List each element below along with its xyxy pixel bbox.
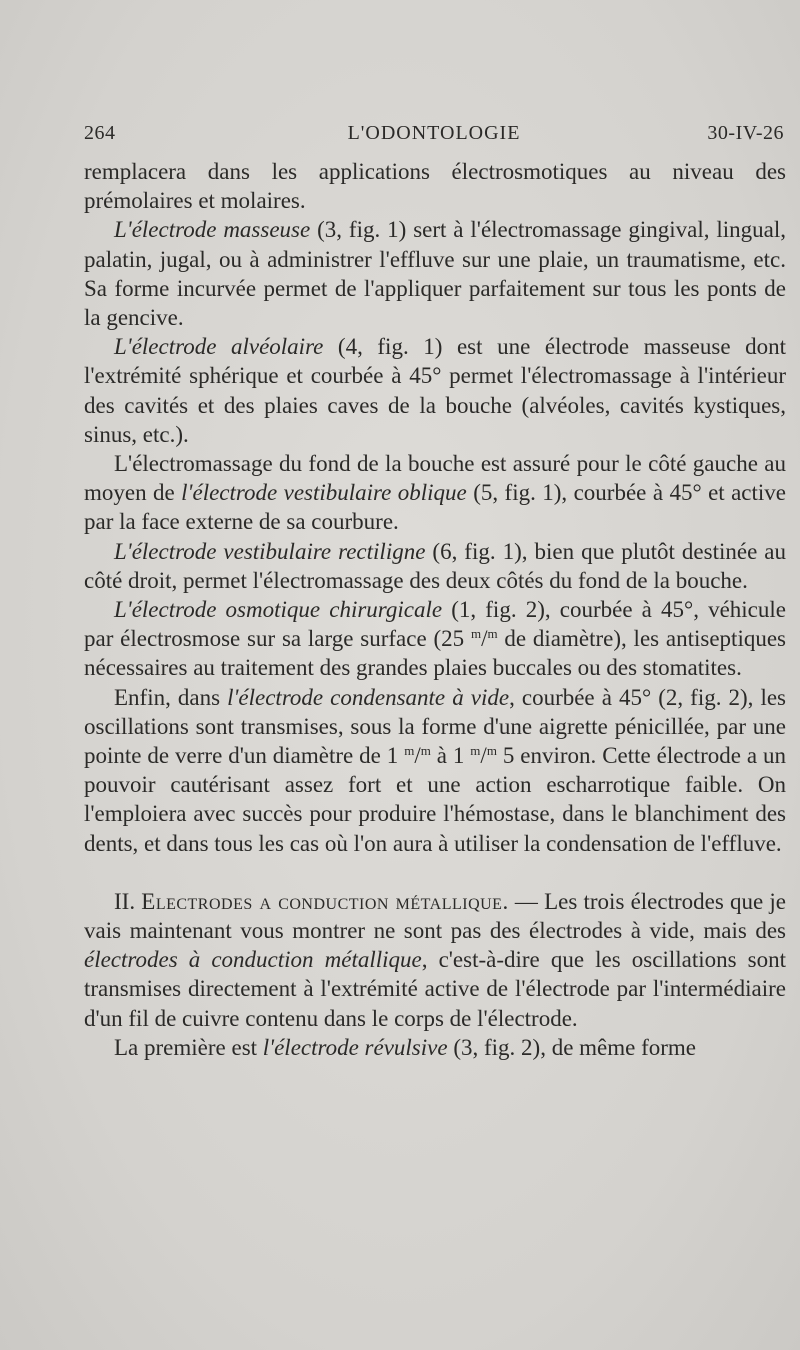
paragraph — [84, 887, 786, 1033]
dash: — — [508, 888, 545, 914]
paragraph-text: (3, fig. 2), de même forme — [447, 1034, 697, 1060]
unit-sep: / — [480, 743, 487, 769]
unit-sup: m — [486, 743, 497, 759]
term: L'électrode alvéolaire — [114, 334, 324, 360]
paragraph-text: La première est — [114, 1034, 263, 1060]
paragraph-text: Enfin, dans — [114, 684, 228, 710]
paragraph — [84, 157, 786, 215]
term: électrodes à conduction métallique — [84, 947, 422, 973]
page-number: 264 — [84, 122, 116, 144]
unit-sep: / — [414, 743, 421, 769]
paragraph-text: remplacera dans les applications électrosmotiques au niveau des prémolaires et molaires. — [84, 159, 786, 214]
unit-sup: m — [470, 626, 482, 642]
running-header — [84, 122, 784, 152]
term: l'électrode révulsive — [262, 1034, 448, 1060]
paragraph — [84, 595, 786, 683]
paragraph — [84, 1033, 786, 1062]
paragraph-text: à 1 — [430, 743, 471, 769]
paragraph-text: Les trois électrodes que je vais maintenant vous montrer ne sont pas des électrodes à vide, mais des — [84, 888, 786, 944]
unit-sup: m — [487, 626, 498, 642]
paragraph-text: (1, fig. 2), courbée à 45°, véhicule par électrosmose sur sa large surface (25 — [84, 597, 786, 652]
paragraph — [84, 449, 786, 537]
unit-sup: m — [420, 743, 431, 759]
term: l'électrode vestibulaire oblique — [181, 480, 467, 506]
issue-date: 30-IV-26 — [707, 122, 784, 144]
section-number: II. — [114, 888, 142, 914]
paragraph-text: L'électromassage du fond de la bouche est assuré pour le côté gauche au moyen de — [84, 451, 786, 506]
journal-title: L'ODONTOLOGIE — [347, 122, 521, 144]
paragraph-text: (4, fig. 1) est une électrode masseuse dont l'extrémité sphérique et courbée à 45° permet l'électromassage à l'intérieur des cavités et des plaies caves de la bouche (alvéoles, cavités kystiques, sinus, etc.). — [84, 334, 786, 447]
body-text — [84, 157, 786, 1062]
paragraph — [84, 683, 786, 858]
paragraph-text: (6, fig. 1), bien que plutôt destinée au côté droit, permet l'électromassage des deux côtés du fond de la bouche. — [84, 538, 786, 593]
paragraph-text: , c'est-à-dire que les oscillations sont transmises directement à l'extrémité active de l'électrode par l'intermédiaire d'un fil de cuivre contenu dans le corps de l'électrode. — [84, 947, 786, 1031]
paragraph-text: de diamètre), les antiseptiques nécessaires au traitement des grandes plaies buccales ou des stomatites. — [84, 626, 786, 681]
unit-sup: m — [470, 743, 481, 759]
section-title: Electrodes a conduction métallique. — [141, 888, 509, 914]
term: l'électrode condensante à vide — [227, 684, 510, 710]
paragraph-text: (5, fig. 1), courbée à 45° et active par la face externe de sa courbure. — [84, 480, 787, 535]
term: L'électrode osmotique chirurgicale — [114, 597, 443, 623]
paragraph — [84, 215, 786, 332]
unit-sup: m — [404, 743, 415, 759]
term: L'électrode masseuse — [114, 217, 311, 243]
paragraph-text: 5 environ. Cette électrode a un pouvoir cautérisant assez fort et une action escharrotique faible. On l'emploiera avec succès pour produire l'hémostase, dans le blanchiment des dents, et dans tous les cas où l'on aura à utiliser la condensation de l'effluve. — [84, 743, 786, 856]
paragraph — [84, 332, 786, 449]
unit-sep: / — [481, 626, 488, 652]
paragraph — [84, 537, 786, 595]
term: L'électrode vestibulaire rectiligne — [114, 538, 426, 564]
paragraph-text: , courbée à 45° (2, fig. 2), les oscillations sont transmises, sous la forme d'une aigrette pénicillée, par une pointe de verre d'un diamètre de 1 — [84, 684, 787, 769]
paragraph-text: (3, fig. 1) sert à l'électromassage gingival, lingual, palatin, jugal, ou à administrer l'effluve sur une plaie, un traumatisme, etc. Sa forme incurvée permet de l'appliquer parfaitement sur tous les ponts de la gencive. — [84, 217, 786, 331]
